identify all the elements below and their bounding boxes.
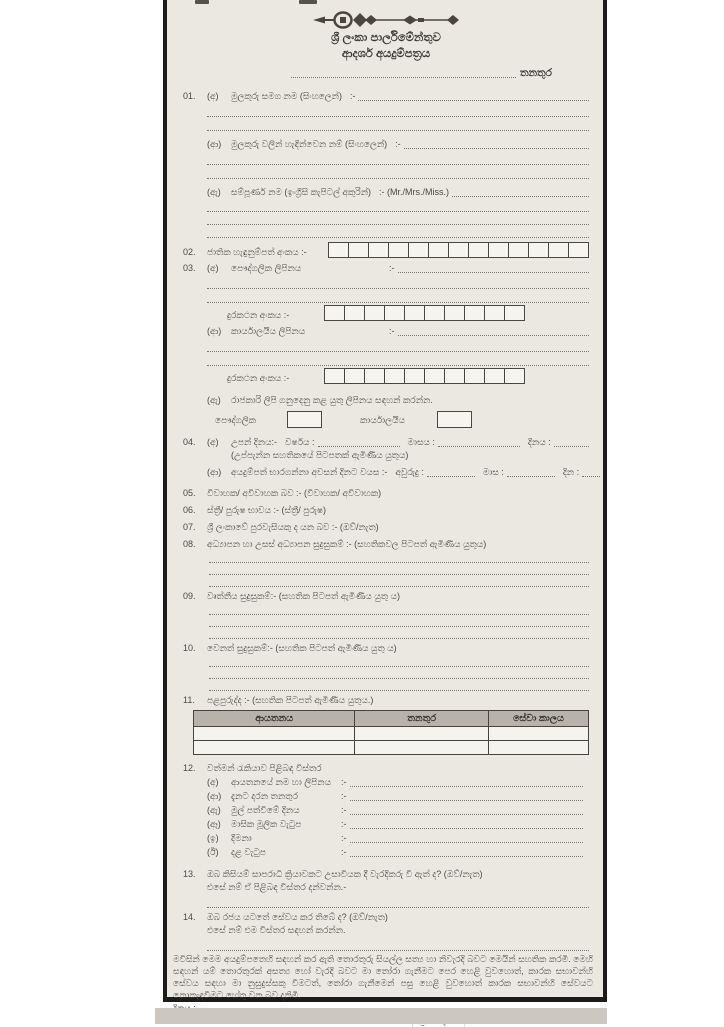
char-box: [464, 305, 486, 321]
field-label: වත්මන් රැකියාව පිළිබඳ විස්තර: [207, 763, 322, 773]
item-number: 14.: [183, 912, 196, 922]
field-12a-row: [183, 775, 589, 789]
field-label: දළ වැටුප: [231, 847, 266, 857]
write-line: [398, 272, 590, 273]
position-label: තනතුර: [520, 67, 552, 79]
field-label: අධ්‍යාපන හා උසස් අධ්‍යාපන සුදුසුකම් :- (සහතිකවල පිටපත් ඇමිණිය යුතුය): [207, 539, 487, 549]
table-row: [194, 741, 589, 755]
field-label: මුලකුරු සමග නම (සිංහලෙන්): [231, 91, 342, 101]
write-line: [209, 667, 589, 679]
write-line: [207, 352, 589, 366]
phone-number-row-personal: [183, 305, 589, 322]
field-label: කාර්යාලයීය ලිපිනය: [231, 326, 306, 336]
char-box: [364, 368, 386, 384]
field-08-row: [183, 537, 589, 551]
write-line: [207, 103, 589, 117]
sub-tag: (ආ): [207, 139, 222, 149]
field-12f-row: [183, 845, 589, 859]
sub-tag: (ඇ): [207, 187, 221, 197]
field-01b-row: [183, 137, 589, 151]
char-box: [404, 305, 426, 321]
field-label: ආයතනයේ නම හා ලිපිනය: [231, 777, 332, 787]
experience-table: [193, 710, 589, 755]
field-label: දැනට දරන තනතුර: [231, 791, 298, 801]
separator: :-: [341, 791, 347, 801]
month-label: මාසය :: [407, 437, 435, 447]
separator: :-: [341, 805, 347, 815]
phone-number-boxes: [325, 368, 525, 384]
day-label: දිනය :: [527, 437, 551, 447]
personal-label: පෞද්ගලික: [215, 415, 256, 425]
char-box: [348, 242, 370, 258]
write-line: [207, 117, 589, 131]
char-box: [364, 305, 386, 321]
item-number: 12.: [183, 763, 196, 773]
char-box: [384, 305, 406, 321]
sub-tag: (ආ): [207, 326, 222, 336]
write-line: [207, 275, 589, 289]
field-05-row: [183, 486, 589, 500]
write-line: [438, 446, 520, 447]
field-10-row: [183, 641, 589, 655]
char-box: [504, 368, 526, 384]
write-line: [350, 842, 584, 843]
char-box: [408, 242, 430, 258]
write-line: [350, 786, 584, 787]
field-label: සම්පූර්ණ නම (ඉංග්‍රීසි කැපිටල් අකුරින්): [231, 187, 372, 197]
table-cell: [355, 727, 489, 741]
write-line: [209, 563, 589, 575]
char-box: [444, 368, 466, 384]
sub-tag: (අ): [207, 777, 219, 787]
field-label: පෞද්ගලික ලිපිනය: [231, 263, 302, 273]
field-02-nic-row: [183, 242, 589, 259]
write-line: [207, 199, 589, 212]
sub-tag: (ඉ): [207, 833, 219, 843]
nic-number-boxes: [329, 242, 589, 258]
field-label: විවාහක/ අවිවාහක බව :- (විවාහක/ අවිවාහක): [207, 488, 382, 498]
write-line: [404, 148, 589, 149]
field-label: ස්ත්‍රී/ පුරුෂ භාවය :- (ස්ත්‍රී/ පුරුෂ): [207, 505, 326, 515]
sub-tag: (ඇ): [207, 395, 221, 405]
days-label: දින :: [562, 467, 580, 477]
field-label: ජාතික හැඳුනුම්පත් අංකය :-: [207, 247, 307, 257]
column-header-institution: ආයතනය: [194, 711, 355, 727]
char-box: [548, 242, 570, 258]
sub-tag: (අ): [207, 437, 219, 447]
item-number: 01.: [183, 91, 196, 101]
phone-number-row-office: [183, 368, 589, 385]
field-label: වෙනත් සුදුසුකම්:- (සහතික පිටපත් ඇමිණිය යුතු ය): [207, 643, 397, 653]
write-line: [207, 165, 589, 179]
char-box: [508, 242, 530, 258]
sub-tag: (අ): [207, 91, 219, 101]
separator: :- (Mr./Mrs./Miss.): [379, 187, 450, 197]
table-cell: [194, 727, 355, 741]
sub-tag: (ඊ): [207, 847, 219, 857]
form-title-line2: ආදර්ශ අයදුම්පත්‍රය: [341, 48, 431, 60]
char-box: [328, 242, 350, 258]
char-box: [468, 242, 490, 258]
months-label: මාස :: [482, 467, 504, 477]
separator: :-: [349, 91, 356, 101]
write-line: [350, 800, 584, 801]
field-12e-row: [183, 831, 589, 845]
sub-tag: (ඈ): [207, 819, 221, 829]
char-box: [404, 368, 426, 384]
field-label: වෘත්තීය සුදුසුකම්:- (සහතික පිටපත් ඇමිණිය යුතු ය): [207, 591, 400, 601]
field-14-row: [183, 910, 589, 924]
sub-tag: (ආ): [207, 467, 222, 477]
table-header-row: [194, 711, 589, 727]
table-cell: [355, 741, 489, 755]
field-03b-row: [183, 324, 589, 338]
field-03a-row: [183, 261, 589, 275]
separator: :-: [341, 847, 347, 857]
write-line: [207, 895, 589, 908]
char-box: [428, 242, 450, 258]
field-09-row: [183, 589, 589, 603]
field-label: අයදුම්පත් භාරගන්නා අවසන් දිනට වයස :-: [231, 467, 388, 477]
char-box: [504, 305, 526, 321]
application-form-sheet: [163, 0, 607, 1002]
table-cell: [488, 727, 588, 741]
field-label: දීමනා: [231, 833, 252, 843]
field-12c-row: [183, 803, 589, 817]
cut-off-text-fragment: [299, 0, 317, 4]
phone-label: දුරකථන අංකය :-: [227, 373, 290, 383]
separator: :-: [389, 326, 395, 336]
write-line: [209, 603, 589, 615]
position-row: [291, 64, 589, 80]
field-label: ඔබ කිසියම් සාපරාධි ක්‍රියාවකට උසාවියක දී වැරදිකරු වී ඇත් ද? (ඔව්/නැත): [207, 869, 483, 879]
field-label: රාජකාරි ලිපි ගනුදෙනු කළ යුතු ලිපිනය සඳහන් කරන්න.: [231, 395, 433, 405]
field-12b-row: [183, 789, 589, 803]
separator: :-: [341, 777, 347, 787]
write-line: [350, 814, 584, 815]
birth-certificate-note: (උප්පැන්න සහතිකයේ පිටපතක් ඇමිණිය යුතුය): [231, 450, 409, 460]
char-box: [484, 305, 506, 321]
item-number: 08.: [183, 539, 196, 549]
item-number: 11.: [183, 695, 195, 705]
field-11-row: [183, 693, 589, 707]
field-label: මාසික මූලික වැටුප: [231, 819, 302, 829]
position-write-line: [291, 77, 516, 78]
field-12-row: [183, 761, 589, 775]
write-line: [554, 446, 589, 447]
item-number: 07.: [183, 522, 196, 532]
write-line: [209, 679, 589, 691]
field-12d-row: [183, 817, 589, 831]
field-label: පළපුරුද්ද :- (සහතික පිටපත් ඇමිණිය යුතුය.): [207, 695, 374, 705]
field-01c-row: [183, 185, 589, 199]
separator: :-: [341, 819, 347, 829]
item-number: 02.: [183, 247, 196, 257]
field-07-row: [183, 520, 589, 534]
field-01a-row: [183, 89, 589, 103]
field-03c-row: [183, 393, 589, 407]
decorative-divider-icon: [311, 10, 461, 30]
char-box: [464, 368, 486, 384]
field-label: ඔබ රජය යටතේ සේවය කර තිබේ ද? (ඔව්/නැත): [207, 912, 388, 922]
item-number: 04.: [183, 437, 196, 447]
table-cell: [488, 741, 588, 755]
char-box: [528, 242, 550, 258]
declaration-paragraph: මවිසින් මෙම අයදුම්පතෙහි සඳහන් කර ඇති තොරතුරු සියල්ල සත්‍ය හා නිවැරදි බවට මෙයින් සහතික කරමි. මෙහි සඳහන් යම් තොරතුරක් අසත්‍ය හෝ වැරදි බවට මා තෝරා ගැනීමට පෙර හෙළි වුවහොත්, කාරක සභාවන්හි සේවය සඳහා මා නුසුදුස්සකු වීමටත්, තෝරා ගැනීමෙන් පසු හෙළි වුවහොත් කාරක සභාවන්හි සේවයට නොකැඳවීමට හේතු වන බව දනිමි.: [173, 954, 593, 1000]
address-choice-row: [183, 411, 589, 428]
year-label: වර්ෂය :: [285, 437, 315, 447]
field-13-instruction: එසේ නම් ඒ පිළිබඳ විස්තර දන්වන්න.-: [207, 882, 347, 892]
write-line: [350, 828, 584, 829]
field-label: මුලකුරු වලින් හැඳින්වෙන නම් (සිංහලෙන්): [231, 139, 388, 149]
write-line: [209, 655, 589, 667]
separator: :-: [341, 833, 347, 843]
write-line: [207, 938, 589, 951]
write-line: [582, 476, 600, 477]
write-line: [207, 338, 589, 352]
write-line: [358, 100, 589, 101]
char-box: [384, 368, 406, 384]
cut-off-text-fragment: [195, 0, 209, 4]
char-box: [444, 305, 466, 321]
personal-checkbox: [287, 411, 322, 428]
field-13-row: [183, 867, 589, 881]
write-line: [207, 289, 589, 303]
table-cell: [194, 741, 355, 755]
char-box: [484, 368, 506, 384]
field-label: උපන් දිනය:-: [231, 437, 278, 447]
char-box: [324, 305, 346, 321]
item-number: 05.: [183, 488, 196, 498]
office-label: කාර්යාලයීය: [360, 415, 405, 425]
office-checkbox: [437, 411, 472, 428]
char-box: [448, 242, 470, 258]
field-04a-row: [183, 435, 589, 449]
field-14-instruction: එසේ නම් එම විස්තර සඳහන් කරන්න.: [207, 925, 346, 935]
char-box: [324, 368, 346, 384]
years-label: අවුරුදු :: [395, 467, 424, 477]
char-box: [344, 368, 366, 384]
char-box: [388, 242, 410, 258]
sub-tag: (අ): [207, 263, 219, 273]
write-line: [209, 627, 589, 639]
item-number: 10.: [183, 643, 196, 653]
phone-label: දුරකථන අංකය :-: [227, 310, 290, 320]
char-box: [344, 305, 366, 321]
write-line: [207, 212, 589, 225]
char-box: [424, 305, 446, 321]
write-line: [207, 225, 589, 238]
char-box: [568, 242, 590, 258]
write-line: [507, 476, 555, 477]
separator: :-: [395, 139, 401, 149]
char-box: [424, 368, 446, 384]
item-number: 09.: [183, 591, 196, 601]
write-line: [452, 196, 589, 197]
write-line: [350, 856, 584, 857]
item-number: 03.: [183, 263, 196, 273]
field-label: ශ්‍රී ලංකාවේ පුරවැසියකු ද යන බව :- (ඔව්/නැත): [207, 522, 379, 532]
column-header-service-period: සේවා කාලය: [488, 711, 588, 727]
sub-tag: (ආ): [207, 791, 222, 801]
field-06-row: [183, 503, 589, 517]
item-number: 13.: [183, 869, 196, 879]
field-label: මුල් පත්වීමේ දිනය: [231, 805, 300, 815]
item-number: 06.: [183, 505, 196, 515]
column-header-position: තනතුර: [355, 711, 489, 727]
write-line: [209, 551, 589, 563]
separator: :-: [389, 263, 395, 273]
char-box: [488, 242, 510, 258]
write-line: [209, 615, 589, 627]
table-row: [194, 727, 589, 741]
phone-number-boxes: [325, 305, 525, 321]
page-edge-bar: [155, 1008, 607, 1024]
sub-tag: (ඇ): [207, 805, 221, 815]
write-line: [398, 335, 590, 336]
form-title-line1: ශ්‍රී ලංකා පාර්ලිමේන්තුව: [331, 32, 441, 44]
char-box: [368, 242, 390, 258]
write-line: [209, 575, 589, 587]
write-line: [207, 151, 589, 165]
field-04b-row: [183, 465, 589, 479]
write-line: [427, 476, 475, 477]
write-line: [318, 446, 400, 447]
